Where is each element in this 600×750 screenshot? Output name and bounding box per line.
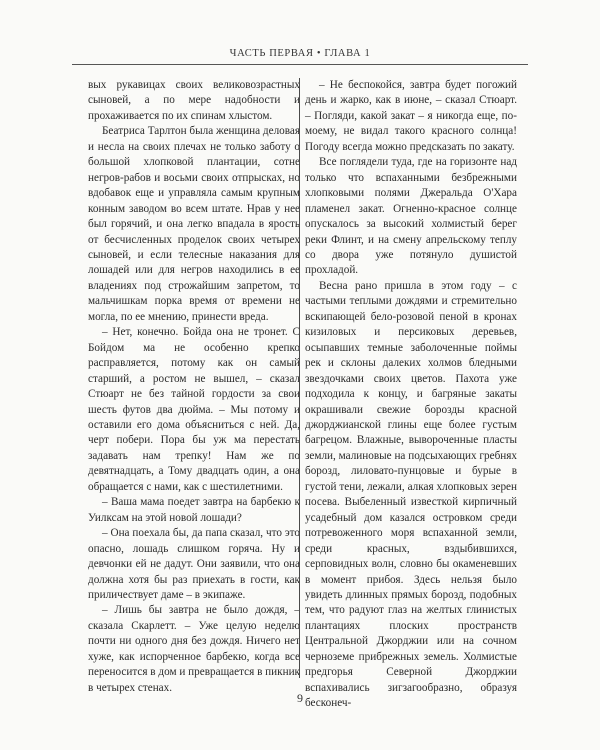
left-column <box>88 78 300 694</box>
page-number: 9 <box>297 691 303 705</box>
paragraph: Все поглядели туда, где на горизонте над только что вспаханными безбрежными хлопковыми полями Джеральда О'Хара пламенел закат. Огненно-красное солнце опускалось за высокий холмистый берег реки Флинт, и на смену апрельскому теплу со двора уже потянуло душистой прохладой. <box>305 156 517 277</box>
running-header: ЧАСТЬ ПЕРВАЯ • ГЛАВА 1 <box>229 48 371 59</box>
paragraph: – Не беспокойся, завтра будет погожий день и жарко, как в июне, – сказал Стюарт. – Погляди, какой закат – я никогда еще, по-моему, не видал такого красного солнца! Погоду всегда можно предсказать по закату. <box>305 79 517 153</box>
paragraph: – Она поехала бы, да папа сказал, что это опасно, лошадь слишком горяча. Ну и девчонки ей не дадут. Они заявили, что она должна хотя бы раз приехать в гости, как приличествует даме – в экипаже. <box>88 527 300 601</box>
paragraph: Весна рано пришла в этом году – с частыми теплыми дождями и стремительно вскипающей бело-розовой пеной в кронах кизиловых и персиковых деревьев, осыпавших темные заболоченные поймы рек и склоны далеких холмов бледными звездочками своих цветов. Пахота уже подходила к концу, и багряные закаты окрашивали свежие борозды красной джорджианской глины еще более густым багрецом. Влажные, вывороченные пласты земли, малиновые на подсыхающих гребнях борозд, лиловато-пунцовые и бурые в густой тени, лежали, алкая хлопковых зерен посева. Выбеленный известкой кирпичный усадебный дом казался островком среди потревоженного моря вспаханной земли, среди красных, вздыбившихся, серповидных волн, словно бы окаменевших в момент прибоя. Здесь нельзя было увидеть длинных прямых борозд, подобных тем, что радуют глаз на желтых глинистых плантациях плоских пространств Центральной Джорджии или на сочном черноземе прибрежных земель. Холмистые предгорья Северной Джорджии вспахивались зигзагообразно, образуя бесконеч- <box>305 279 517 710</box>
right-column <box>305 78 517 710</box>
paragraph: – Ваша мама поедет завтра на барбекю к Уилксам на этой новой лошади? <box>88 496 300 524</box>
column-divider <box>299 78 300 678</box>
header-rule <box>72 64 528 65</box>
paragraph: – Лишь бы завтра не было дождя, – сказала Скарлетт. – Уже целую неделю почти ни одного дня без дождя. Ничего нет хуже, как испорченное барбекю, когда все переносится в дом и превращается в пикник в четырех стенах. <box>88 604 300 694</box>
paragraph: вых рукавицах своих великовозрастных сыновей, а по мере надобности и прохаживается по их спинам хлыстом. <box>88 79 300 122</box>
paragraph: – Нет, конечно. Бойда она не тронет. С Бойдом ма не особенно крепко расправляется, потому как он самый старший, а ростом не вышел, – сказал Стюарт не без тайной гордости за свои шесть футов два дюйма. – Мы потому и оставили его дома объясниться с ней. Да, черт побери. Пора бы уж ма перестать задавать нам трепку! Нам же по девятнадцать, а Тому двадцать один, а она обращается с нами, как с шестилетними. <box>88 326 300 493</box>
paragraph: Беатриса Тарлтон была женщина деловая и несла на своих плечах не только заботу о большой хлопковой плантации, сотне негров-рабов и восьми своих отпрысках, но вдобавок еще и управляла самым крупным конным заводом во всем штате. Нрав у нее был горячий, и она легко впадала в ярость от бесчисленных проделок своих четырех сыновей, и если телесные наказания для лошадей или для негров находились в ее владениях под строжайшим запретом, то мальчишкам порка время от времени не могла, по ее мнению, принести вреда. <box>88 125 300 323</box>
